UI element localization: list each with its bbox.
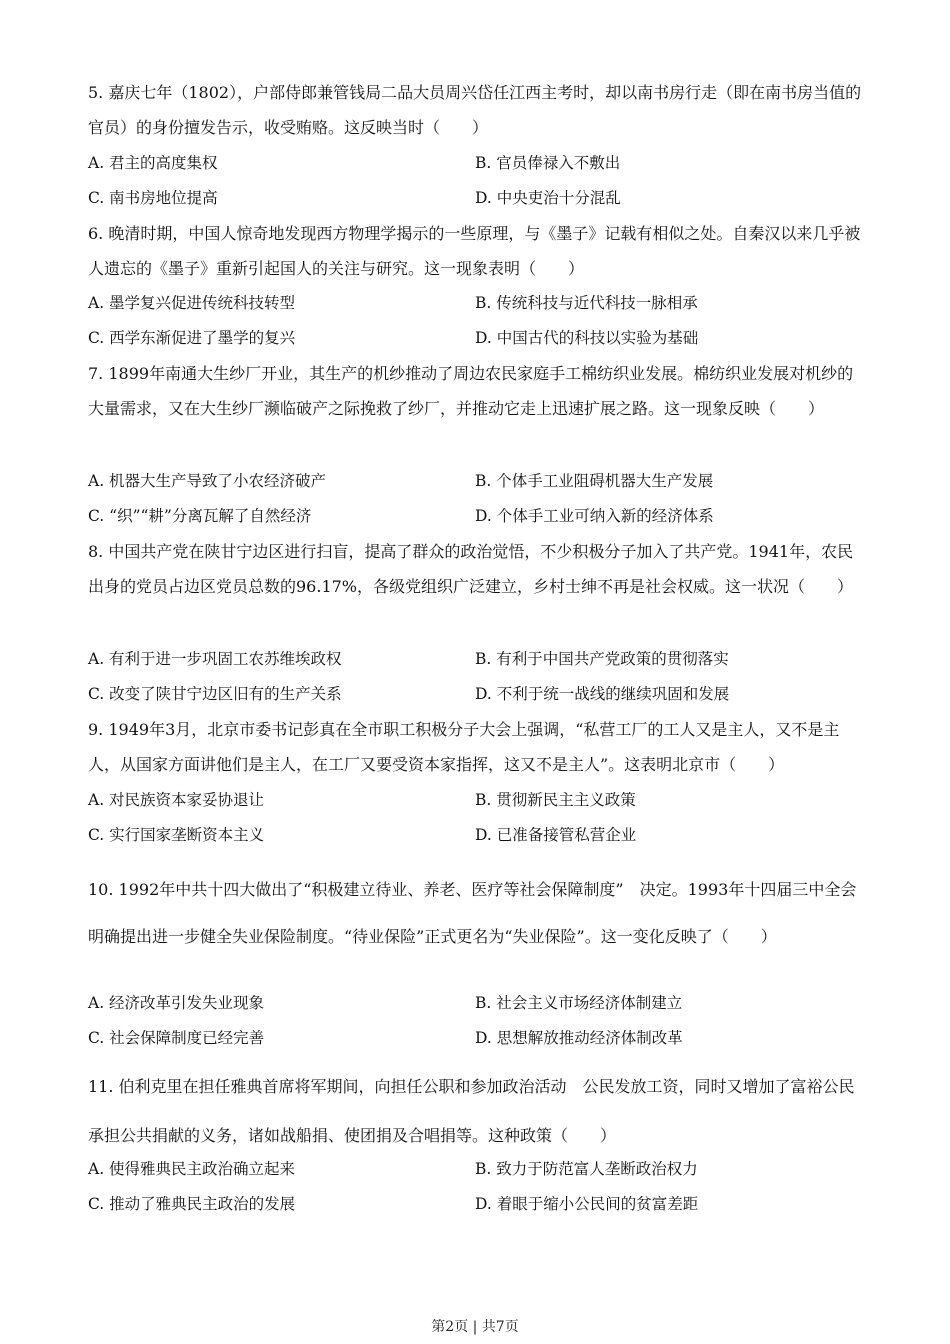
option-d: D. 中国古代的科技以实验为基础 <box>475 329 699 347</box>
option-b: B. 个体手工业阻碍机器大生产发展 <box>475 472 714 490</box>
option-b: B. 致力于防范富人垄断政治权力 <box>475 1160 698 1178</box>
question-6-options <box>88 286 864 356</box>
option-a: A. 对民族资本家妥协退让 <box>88 791 265 809</box>
option-a: A. 经济改革引发失业现象 <box>88 994 265 1012</box>
option-c: C. 推动了雅典民主政治的发展 <box>88 1195 296 1213</box>
question-11-options <box>88 1152 864 1222</box>
option-a: A. 机器大生产导致了小农经济破产 <box>88 472 327 490</box>
option-c: C. 改变了陕甘宁边区旧有的生产关系 <box>88 685 342 703</box>
option-a: A. 墨学复兴促进传统科技转型 <box>88 294 296 312</box>
option-b: B. 社会主义市场经济体制建立 <box>475 994 683 1012</box>
question-7-stem: 7. 1899年南通大生纱厂开业，其生产的机纱推动了周边农民家庭手工棉纺织业发展。棉纺织业发展对机纱的大量需求，又在大生纱厂濒临破产之际挽救了纱厂，并推动它走上迅速扩展之路。这一现象反映（ ） <box>88 364 854 418</box>
option-d: D. 着眼于缩小公民间的贫富差距 <box>475 1195 699 1213</box>
option-b: B. 传统科技与近代科技一脉相承 <box>475 294 698 312</box>
page-footer: 第2页 | 共7页 <box>431 1319 519 1335</box>
question-7-options <box>88 464 864 534</box>
question-9-stem: 9. 1949年3月，北京市委书记彭真在全市职工积极分子大会上强调，“私营工厂的工人又是主人，又不是主人，从国家方面讲他们是主人，在工厂又要受资本家指挥，这又不是主人”。这表明北京市（ ） <box>88 720 840 774</box>
option-a: A. 君主的高度集权 <box>88 154 218 172</box>
option-c: C. 社会保障制度已经完善 <box>88 1029 265 1047</box>
question-9-options <box>88 783 864 853</box>
option-b: B. 贯彻新民主主义政策 <box>475 791 636 809</box>
option-a: A. 使得雅典民主政治确立起来 <box>88 1160 296 1178</box>
option-c: C. 南书房地位提高 <box>88 189 218 207</box>
option-c: C. 西学东渐促进了墨学的复兴 <box>88 329 296 347</box>
option-b: B. 有利于中国共产党政策的贯彻落实 <box>475 650 729 668</box>
question-11-stem: 11. 伯利克里在担任雅典首席将军期间，向担任公职和参加政治活动 公民发放工资，同时又增加了富裕公民承担公共捐献的义务，诸如战船捐、使团捐及合唱捐等。这种政策（ ） <box>88 1077 855 1145</box>
option-d: D. 不利于统一战线的继续巩固和发展 <box>475 685 730 703</box>
question-6-stem: 6. 晚清时期，中国人惊奇地发现西方物理学揭示的一些原理，与《墨子》记载有相似之处。自秦汉以来几乎被人遗忘的《墨子》重新引起国人的关注与研究。这一现象表明（ ） <box>88 224 861 278</box>
question-10-options <box>88 986 864 1056</box>
option-d: D. 个体手工业可纳入新的经济体系 <box>475 507 714 525</box>
question-8-options <box>88 642 864 712</box>
question-5-options <box>88 146 864 216</box>
option-c: C. 实行国家垄断资本主义 <box>88 826 265 844</box>
question-10-stem: 10. 1992年中共十四大做出了“积极建立待业、养老、医疗等社会保障制度” 决定。1993年十四届三中全会明确提出进一步健全失业保险制度。“待业保险”正式更名为“失业保险”。这一变化反映了（ ） <box>88 880 857 946</box>
option-d: D. 已准备接管私营企业 <box>475 826 637 844</box>
option-d: D. 思想解放推动经济体制改革 <box>475 1029 683 1047</box>
option-c: C. “织”“耕”分离瓦解了自然经济 <box>88 507 312 525</box>
option-d: D. 中央吏治十分混乱 <box>475 189 621 207</box>
option-b: B. 官员俸禄入不敷出 <box>475 154 621 172</box>
option-a: A. 有利于进一步巩固工农苏维埃政权 <box>88 650 342 668</box>
question-8-stem: 8. 中国共产党在陕甘宁边区进行扫盲，提高了群众的政治觉悟，不少积极分子加入了共产党。1941年，农民出身的党员占边区党员总数的96.17%，各级党组织广泛建立，乡村士绅不再是社会权威。这一状况（ ） <box>88 542 854 596</box>
question-5-stem: 5. 嘉庆七年（1802），户部侍郎兼管钱局二品大员周兴岱任江西主考时，却以南书房行走（即在南书房当值的官员）的身份擅发告示，收受贿赂。这反映当时（ ） <box>88 83 862 137</box>
